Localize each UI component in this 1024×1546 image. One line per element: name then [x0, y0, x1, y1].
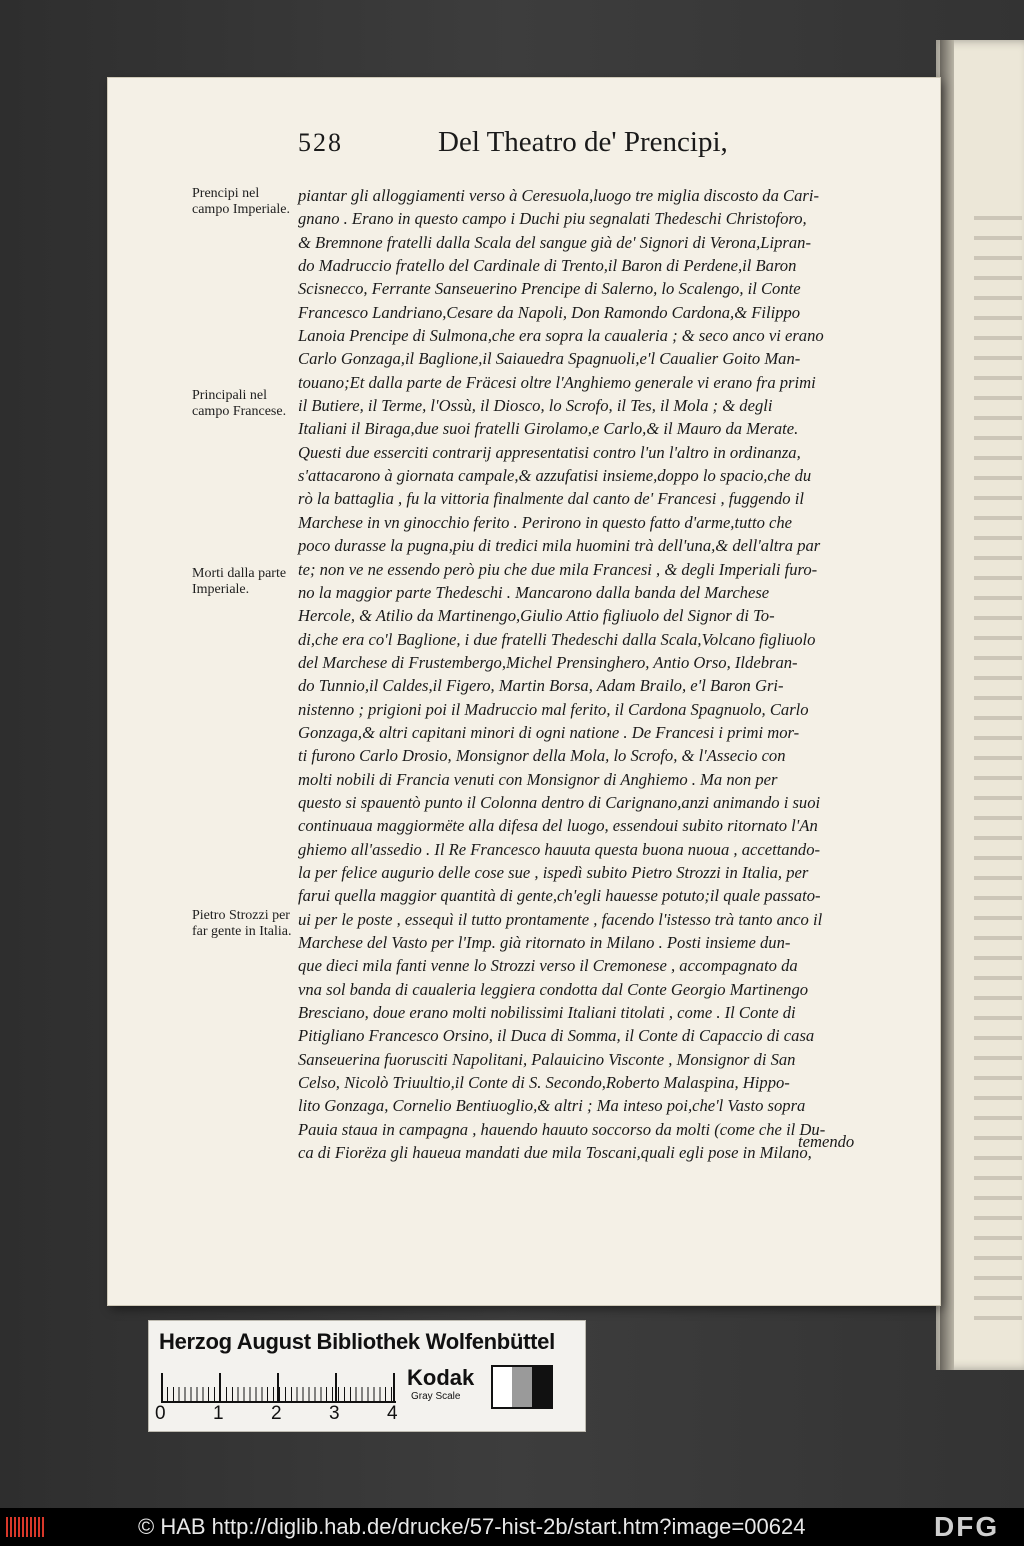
text-line: questo si spauentò punto il Colonna dentro di Carignano,anzi animando i suoi: [298, 792, 821, 812]
color-calibration-card: [148, 1320, 586, 1432]
library-name: Herzog August Bibliothek Wolfenbüttel: [159, 1329, 555, 1354]
text-line: do Madruccio fratello del Cardinale di Trento,il Baron di Perdene,il Baron: [298, 256, 797, 276]
text-line: farui quella maggior quantità di gente,ch'egli hauesse potuto;il quale passato-: [298, 886, 821, 906]
barcode-icon: [6, 1517, 46, 1537]
text-line: Pitigliano Francesco Orsino, il Duca di Somma, il Conte di Capaccio di casa: [298, 1026, 815, 1046]
text-line: Marchese del Vasto per l'Imp. già ritornato in Milano . Posti insieme dun-: [298, 933, 791, 952]
margin-note: Pietro Strozzi per far gente in Italia.: [192, 908, 292, 939]
ruler-number: 1: [213, 1403, 224, 1424]
text-line: continuaua maggiormëte alla difesa del luogo, essendoui subito ritornato l'An: [298, 816, 818, 836]
text-line: poco durasse la pugna,piu di tredici mila huomini trà dell'una,& dell'altra par: [298, 536, 821, 556]
text-line: Bresciano, doue erano molti nobilissimi Italiani titolati , come . Il Conte di: [298, 1003, 796, 1023]
text-line: Carlo Gonzaga,il Baglione,il Saiauedra Spagnuoli,e'l Caualier Goito Man-: [298, 349, 801, 369]
text-line: il Butiere, il Terme, l'Ossù, il Diosco, lo Scrofo, il Tes, il Mola ; & degli: [298, 396, 773, 416]
copyright-url: © HAB http://diglib.hab.de/drucke/57-hist-2b/start.htm?image=00624: [138, 1514, 806, 1539]
text-line: ui per le poste , essequì il tutto prontamente , facendo l'istesso trà tanto anco il: [298, 909, 823, 929]
text-line: no la maggior parte Thedeschi . Mancarono dalla banda del Marchese: [298, 582, 770, 602]
text-line: ti furono Carlo Drosio, Monsignor della Mola, lo Scrofo, & l'Assecio con: [298, 746, 786, 766]
text-line: touano;Et dalla parte de Fräcesi oltre l'Anghiemo generale vi erano fra primi: [298, 372, 816, 392]
text-line: Francesco Landriano,Cesare da Napoli, Don Ramondo Cardona,& Filippo: [298, 302, 801, 322]
text-line: di,che era co'l Baglione, i due fratelli Thedeschi dalla Scala,Volcano figliuolo: [298, 629, 816, 649]
text-line: Sanseuerina fuorusciti Napolitani, Palauicino Visconte , Monsignor di San: [298, 1049, 796, 1069]
gray-swatch: [532, 1367, 551, 1407]
text-line: Scisnecco, Ferrante Sanseuerino Prencipe di Salerno, lo Scalengo, il Conte: [298, 279, 801, 299]
text-line: lito Gonzaga, Cornelio Bentiuoglio,& altri ; Ma inteso poi,che'l Vasto sopra: [298, 1096, 806, 1116]
text-line: piantar gli alloggiamenti verso à Ceresuola,luogo tre miglia discosto da Cari-: [298, 186, 820, 205]
text-line: ghiemo all'assedio . Il Re Francesco hauuta questa buona nuoua , accettando-: [298, 839, 821, 859]
ruler: [161, 1373, 396, 1403]
margin-note: Principali nel campo Francese.: [192, 388, 287, 419]
text-line: vna sol banda di caualeria leggiera condotta dal Conte Georgio Martinengo: [298, 979, 809, 999]
text-line: Gonzaga,& altri capitani minori di ogni natione . De Francesi i primi mor-: [298, 722, 800, 742]
page-title: Del Theatro de' Prencipi,: [438, 126, 728, 158]
text-line: s'attacarono à giornata campale,& azzufatisi insieme,doppo lo spacio,che du: [298, 466, 812, 486]
ruler-number: 2: [271, 1403, 282, 1424]
book-gutter: [940, 40, 954, 1370]
text-line: Questi due esserciti contrarij appresentatisi contro l'un l'altro in ordinanza,: [298, 442, 801, 462]
ruler-number: 0: [155, 1403, 166, 1424]
text-line: la per felice augurio delle cose sue , ispedì subito Pietro Strozzi in Italia, per: [298, 862, 809, 882]
gray-scale-swatches: [491, 1365, 553, 1409]
ruler-number: 3: [329, 1403, 340, 1424]
text-line: ca di Fiorëza gli haueua mandati due mila Toscani,quali egli pose in Milano,: [298, 1143, 812, 1163]
text-line: & Bremnone fratelli dalla Scala del sangue già de' Signori di Verona,Lipran-: [298, 232, 811, 252]
text-line: Celso, Nicolò Triuultio,il Conte di S. Secondo,Roberto Malaspina, Hippo-: [298, 1073, 790, 1093]
text-line: te; non ve ne essendo però piu che due mila Francesi , & degli Imperiali furo-: [298, 559, 818, 579]
book-page: [108, 78, 940, 1305]
gray-swatch: [493, 1367, 512, 1407]
body-text: [298, 184, 898, 1164]
footer-bar: [0, 1508, 1024, 1546]
text-line: del Marchese di Frustembergo,Michel Prensinghero, Antio Orso, Ildebran-: [298, 652, 798, 672]
text-line: nistenno ; prigioni poi il Madruccio mal ferito, il Cardona Spagnuolo, Carlo: [298, 699, 809, 719]
text-line: Lanoia Prencipe di Sulmona,che era sopra la caualeria ; & seco anco vi erano: [298, 326, 824, 346]
dfg-logo: DFG: [934, 1511, 1000, 1542]
text-line: do Tunnio,il Caldes,il Figero, Martin Borsa, Adam Brailo, e'l Baron Gri-: [298, 676, 784, 696]
text-line: gnano . Erano in questo campo i Duchi piu segnalati Thedeschi Christoforo,: [298, 209, 807, 229]
ruler-number: 4: [387, 1403, 398, 1424]
gray-scale-label: Gray Scale: [411, 1391, 461, 1402]
facing-page-show-through: [974, 200, 1022, 1320]
kodak-brand: Kodak: [407, 1365, 475, 1390]
gray-swatch: [512, 1367, 531, 1407]
text-line: Hercole, & Atilio da Martinengo,Giulio Attio figliuolo del Signor di To-: [298, 606, 775, 626]
text-line: Italiani il Biraga,due suoi fratelli Girolamo,e Carlo,& il Mauro da Merate.: [298, 419, 799, 439]
text-line: rò la battaglia , fu la vittoria finalmente dal canto de' Francesi , fuggendo il: [298, 489, 804, 509]
margin-note: Morti dalla parte Imperiale.: [192, 566, 287, 597]
margin-note: Prencipi nel campo Imperiale.: [192, 186, 290, 217]
page-number: 528: [298, 128, 343, 157]
text-line: Pauia staua in campagna , hauendo hauuto soccorso da molti (come che il Du-: [298, 1119, 826, 1139]
catchword: temendo: [798, 1132, 855, 1151]
text-line: Marchese in vn ginocchio ferito . Perirono in questo fatto d'arme,tutto che: [298, 512, 793, 532]
page-header: [298, 128, 918, 168]
text-line: molti nobili di Francia venuti con Monsignor di Anghiemo . Ma non per: [298, 769, 778, 789]
text-line: que dieci mila fanti venne lo Strozzi verso il Cremonese , accompagnato da: [298, 956, 798, 976]
